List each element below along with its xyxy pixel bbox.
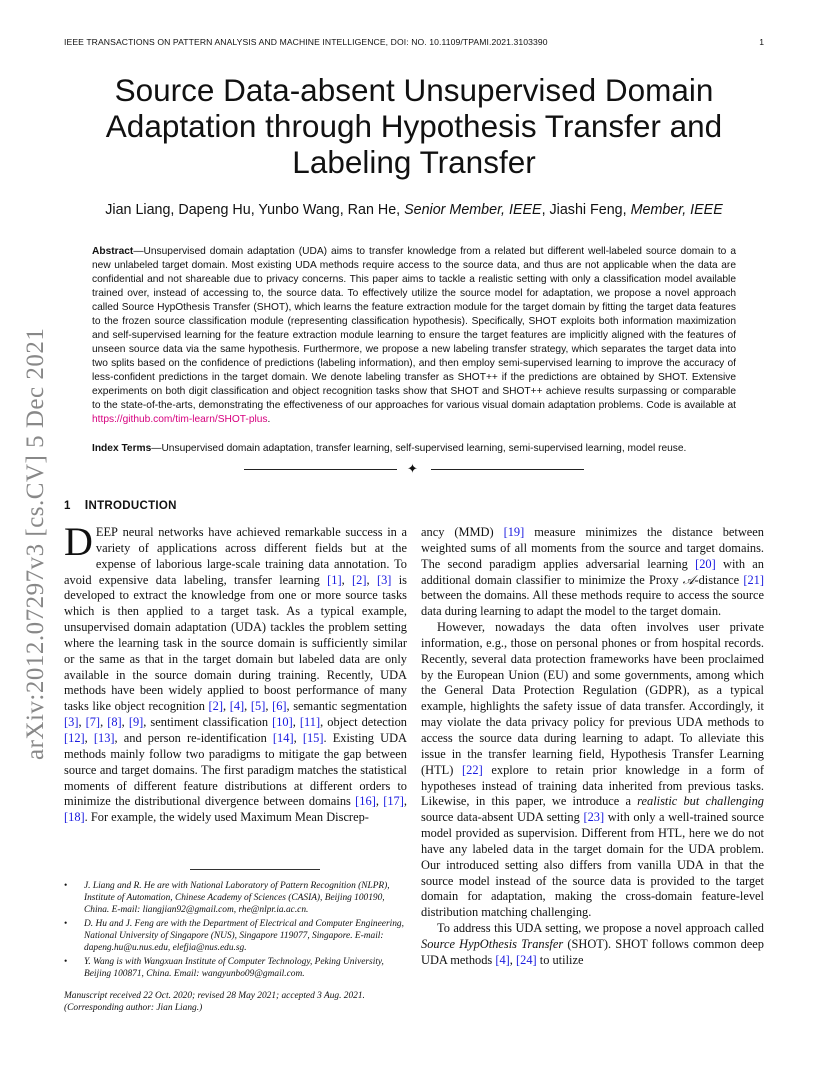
body-text: with only a well-trained source model provided as supervision. Different from HTL, here we do not have any labeled data in the target domain for the UDA problem. Our introduced setting also differs from vanilla UDA in that the source model instead of the source data is provided to the target domain for adaptation, making the cross-domain feature-level distribution matching challenging.: [421, 810, 764, 920]
author-names: Jian Liang, Dapeng Hu, Yunbo Wang, Ran He,: [105, 202, 405, 218]
citation-link[interactable]: [11]: [299, 715, 321, 730]
footnote-item: [64, 918, 407, 954]
body-text: , sentiment classification: [143, 715, 273, 730]
body-text: ancy (MMD): [421, 525, 504, 539]
body-text: ,: [341, 572, 353, 587]
divider-diamond-icon: ✦: [407, 461, 418, 476]
divider-line: [431, 469, 584, 470]
body-text: explore to retain prior knowledge in a form of hypotheses instead of training data inherited from previous tasks. Likewise, in this paper, we introduce a: [421, 762, 765, 809]
title-line: Adaptation through Hypothesis Transfer and: [105, 108, 723, 144]
section-heading: [64, 498, 177, 512]
footnote-text: D. Hu and J. Feng are with the Department of Electrical and Computer Engineering, National University of Singapore (NUS), Singapore 119077, Singapore. E-mail: dapeng.hu@u.nus.edu, elefjia@nus.edu.sg.: [84, 919, 404, 953]
body-text: ,: [366, 572, 377, 587]
body-text: ,: [121, 715, 129, 730]
right-column: [421, 525, 764, 969]
footnote-text: Y. Wang is with Wangxuan Institute of Computer Technology, Peking University, Beijing 100871, China. Email: wangyunbo09@gmail.com.: [84, 957, 384, 979]
citation-link[interactable]: [21]: [743, 572, 764, 587]
running-header: IEEE TRANSACTIONS ON PATTERN ANALYSIS AND MACHINE INTELLIGENCE, DOI: NO. 10.1109/TPAMI.2021.3103390: [64, 37, 548, 47]
citation-link[interactable]: [5]: [250, 699, 266, 714]
citation-link[interactable]: [20]: [695, 556, 716, 571]
body-text: ,: [375, 794, 384, 809]
footnote-text: J. Liang and R. He are with National Laboratory of Pattern Recognition (NLPR), Institute of Automation, Chinese Academy of Sciences (CASIA), Beijing 100190, China. E-mail: liangjian92@gmail.com, rhe@nlpr.ia.ac.cn.: [84, 881, 390, 915]
citation-link[interactable]: [12]: [64, 730, 85, 745]
section-number: 1: [64, 500, 71, 512]
lead-in-text: EEP: [95, 525, 118, 539]
section-initial: I: [84, 498, 89, 512]
body-text: , object detection: [320, 715, 407, 730]
citation-link[interactable]: [10]: [272, 715, 293, 730]
abstract-text: —Unsupervised domain adaptation (UDA) aims to transfer knowledge from a related but different well-labeled source domain to a new unlabeled target domain. Most existing UDA methods require access to the source data, and thus are not applicable when the data are confidential and not shareable due to privacy concerns. This paper aims to tackle a realistic setting with only a classification model available trained over, instead of accessing to, the source data. To effectively utilize the source model for adaptation, we propose a novel approach called Source HypOthesis Transfer (SHOT), which learns the feature extraction module for the target domain by fitting the target data features to the frozen source classification module (representing classification hypothesis). Specifically, SHOT exploits both information maximization and self-supervised learning for the feature extraction module learning to ensure the target features are implicitly aligned with the features of unseen source data via the same hypothesis. Furthermore, we propose a new labeling transfer strategy, which separates the target data into two splits based on the confidence of predictions (labeling information), and then employ semi-supervised learning to improve the accuracy of less-confident predictions in the target domain. We denote labeling transfer as SHOT++ if the predictions are obtained by SHOT. Extensive experiments on both digit classification and object recognition tasks show that SHOT and SHOT++ achieve results surpassing or comparable to the state-of-the-arts, demonstrating the effectiveness of our approaches for various visual domain adaptation problems. Code is available at: [92, 246, 736, 411]
index-terms-text: —Unsupervised domain adaptation, transfer learning, self-supervised learning, semi-supervised learning, model reuse.: [151, 443, 687, 454]
citation-link[interactable]: [2]: [208, 699, 223, 714]
body-text: . For example, the widely used Maximum Mean Discrep-: [84, 810, 369, 825]
footnote-rule: [190, 869, 320, 870]
citation-link[interactable]: [4]: [229, 699, 245, 714]
body-text: , semantic segmentation: [286, 699, 407, 714]
bullet-icon: •: [64, 881, 68, 891]
citation-link[interactable]: [17]: [383, 794, 404, 809]
page-number: 1: [759, 37, 764, 47]
citation-link[interactable]: [2]: [352, 572, 367, 587]
divider-line: [244, 469, 397, 470]
intro-paragraph-3: [421, 620, 764, 921]
body-text: ,: [244, 699, 251, 714]
intro-paragraph-1: [64, 519, 407, 826]
paper-title: [60, 72, 768, 180]
citation-link[interactable]: [18]: [64, 810, 85, 825]
citation-link[interactable]: [7]: [85, 715, 101, 730]
body-text: ,: [84, 730, 94, 745]
index-terms-label: Index Terms: [92, 443, 152, 454]
body-text: ,: [403, 794, 407, 809]
footnote-item: [64, 880, 407, 916]
citation-link[interactable]: [4]: [495, 952, 510, 967]
body-text: ,: [223, 699, 230, 714]
abstract: [92, 245, 736, 427]
bullet-icon: •: [64, 957, 68, 967]
bullet-icon: •: [64, 919, 68, 929]
body-text: (SHOT). SHOT follows common deep UDA methods: [421, 936, 764, 967]
footnote-item: [64, 956, 407, 980]
emphasis-text: 𝒜: [682, 572, 695, 587]
author-list: [60, 202, 768, 218]
body-text: source data-absent UDA setting: [421, 810, 584, 825]
body-text: measure minimizes the distance between weighted sums of all moments from the source and target domains. The second paradigm applies adversarial learning: [421, 525, 764, 571]
body-text: to utilize: [536, 952, 584, 967]
title-line: Source Data-absent Unsupervised Domain: [114, 72, 714, 108]
affiliation-footnotes: [64, 880, 407, 1014]
citation-link[interactable]: [16]: [355, 794, 376, 809]
intro-paragraph-4: [421, 921, 764, 969]
citation-link[interactable]: [24]: [516, 952, 537, 967]
arxiv-stamp: arXiv:2012.07297v3 [cs.CV] 5 Dec 2021: [22, 327, 49, 760]
body-text: ,: [265, 699, 273, 714]
body-text: -distance: [694, 572, 744, 587]
citation-link[interactable]: [8]: [107, 715, 122, 730]
citation-link[interactable]: [14]: [272, 730, 294, 745]
citation-link[interactable]: [1]: [327, 572, 342, 587]
emphasis-text: Source HypOthesis Transfer: [421, 936, 564, 951]
abstract-end: .: [267, 414, 271, 425]
author-role: Senior Member, IEEE: [404, 202, 542, 218]
body-text: , and person re-identification: [114, 730, 273, 745]
section-divider: [244, 463, 584, 477]
body-text: ,: [78, 715, 86, 730]
title-line: Labeling Transfer: [292, 144, 536, 180]
body-text: ,: [293, 730, 303, 745]
body-text: However, nowadays the data often involves user private information, e.g., those on personal phones or from hospital records. Recently, several data protection frameworks have been proclaimed by the European Union (EU) and some governments, among which the General Data Protection Regulation (GDPR), as a typical example, highlights the safety issue of data transfer. Accordingly, it may violate the data privacy policy for previous UDA methods to access the source data during learning to adapt. To alleviate this issue in the transfer learning field, Hypothesis Transfer Learning (HTL): [421, 620, 764, 777]
body-text: ,: [509, 952, 516, 967]
author-names: , Jiashi Feng,: [541, 202, 631, 218]
abstract-label: Abstract: [92, 246, 134, 257]
body-text: ,: [100, 715, 108, 730]
citation-link[interactable]: [6]: [272, 699, 287, 714]
citation-link[interactable]: [23]: [583, 810, 605, 825]
citation-link[interactable]: [15]: [302, 730, 324, 745]
citation-link[interactable]: [22]: [462, 762, 483, 777]
body-text: between the domains. All these methods require to access the source data during learning to adapt the model to the target domain.: [421, 588, 764, 619]
citation-link[interactable]: [3]: [376, 572, 392, 587]
citation-link[interactable]: [9]: [128, 715, 144, 730]
emphasis-text: realistic but challenging: [637, 794, 764, 809]
body-text: neural networks have achieved remarkable success in a variety of applications across different fields but at the expense of laborious large-scale training data annotation. To avoid expensive data labeling, transfer learning: [64, 525, 407, 587]
citation-link[interactable]: [3]: [64, 715, 79, 730]
body-text: is developed to extract the knowledge from one or more source tasks which is then applied to a target task. As a typical example, unsupervised domain adaptation (UDA) tackles the problem setting where the learning task in the source domain is sufficiently similar or the same as that in the target domain but labeled data are only available in the source domain during training. Recently, UDA methods have been widely applied to boost performance of many tasks like object recognition: [64, 572, 407, 714]
drop-cap: D: [64, 519, 93, 564]
manuscript-note: Manuscript received 22 Oct. 2020; revised 28 May 2021; accepted 3 Aug. 2021. (Corresponding author: Jian Liang.): [64, 991, 365, 1013]
section-title: NTRODUCTION: [88, 500, 177, 512]
code-link[interactable]: https://github.com/tim-learn/SHOT-plus: [92, 414, 268, 425]
body-text: To address this UDA setting, we propose a novel approach called: [437, 921, 764, 936]
intro-paragraph-2: [421, 525, 764, 620]
body-text: . Existing UDA methods mainly follow two paradigms to mitigate the gap between source and target domains. The first paradigm matches the statistical moments of different feature distributions at different orders to minimize the distributional divergence between domains: [64, 730, 407, 809]
index-terms: [92, 442, 736, 456]
body-text: ,: [292, 715, 300, 730]
body-text: with an additional domain classifier to minimize the Proxy: [421, 556, 765, 587]
citation-link[interactable]: [19]: [503, 525, 525, 539]
author-role: Member, IEEE: [630, 202, 723, 218]
citation-link[interactable]: [13]: [93, 730, 115, 745]
left-column: [64, 519, 407, 826]
